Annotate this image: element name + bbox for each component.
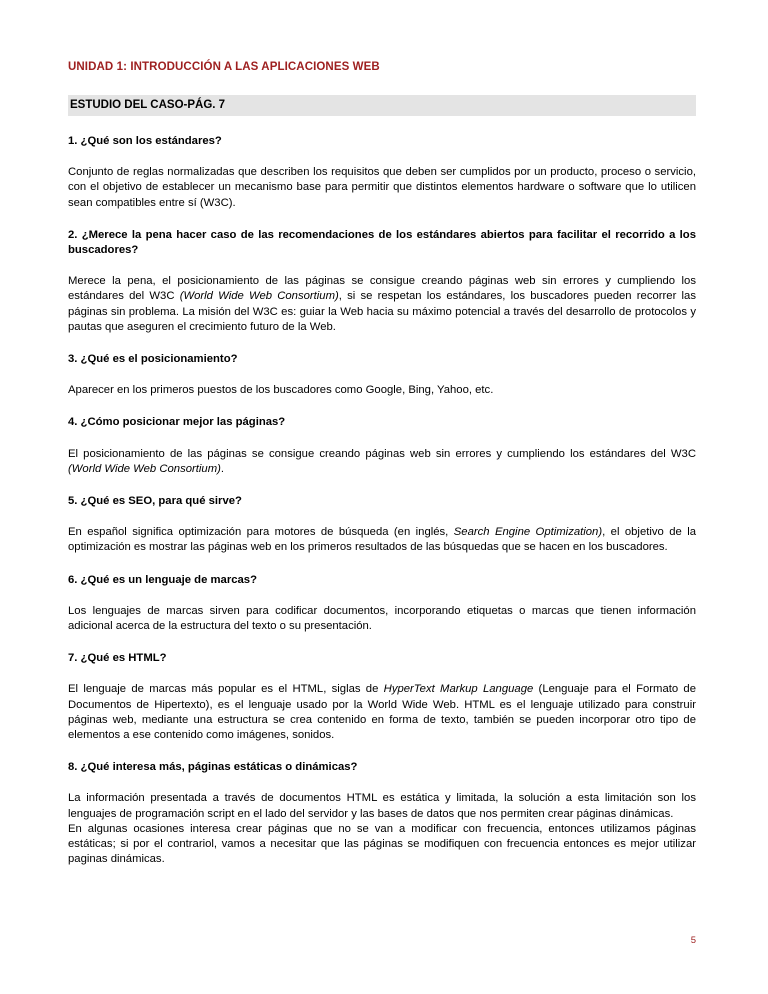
answer-text: El lenguaje de marcas más popular es el HTML, siglas de HyperText Markup Language (Lenguaje para el Formato de Documentos de Hipertexto), es el lenguaje usado por la World Wide Web. HTML es el lenguaje utilizado para construir páginas web, mediante una estructura se crea contenido en forma de texto, también se pueden incorporar otro tipo de elementos a ese contenido como imágenes, sonidos.	[68, 683, 697, 742]
qa-item	[68, 134, 696, 211]
answer-text: En español significa optimización para motores de búsqueda (en inglés, Search Engine Optimization), el objetivo de la optimización es mostrar las páginas web en los primeros resultados de las búsquedas que se hacen en los buscadores.	[68, 526, 696, 554]
answer-text: Aparecer en los primeros puestos de los buscadores como Google, Bing, Yahoo, etc.	[68, 384, 494, 397]
question-heading: 4. ¿Cómo posicionar mejor las páginas?	[68, 416, 286, 429]
page-number: 5	[690, 935, 696, 946]
qa-item	[68, 651, 696, 743]
question-heading: 6. ¿Qué es un lenguaje de marcas?	[68, 573, 257, 586]
qa-item	[68, 760, 696, 867]
question-heading: 8. ¿Qué interesa más, páginas estáticas o dinámicas?	[68, 761, 358, 774]
qa-item	[68, 228, 696, 335]
question-heading: 2. ¿Merece la pena hacer caso de las recomendaciones de los estándares abiertos para facilitar el recorrido a los buscadores?	[68, 228, 696, 257]
qa-item	[68, 494, 696, 556]
question-heading: 3. ¿Qué es el posicionamiento?	[68, 353, 238, 366]
qa-item	[68, 573, 696, 635]
answer-text: El posicionamiento de las páginas se consigue creando páginas web sin errores y cumpliendo los estándares del W3C (World Wide Web Consortium).	[68, 447, 696, 475]
question-heading: 1. ¿Qué son los estándares?	[68, 135, 222, 147]
document-content	[68, 60, 696, 885]
answer-text: Los lenguajes de marcas sirven para codificar documentos, incorporando etiquetas o marcas que tienen información adicional acerca de la estructura del texto o su presentación.	[68, 604, 696, 633]
question-heading: 5. ¿Qué es SEO, para qué sirve?	[68, 495, 242, 508]
page-title: UNIDAD 1: INTRODUCCIÓN A LAS APLICACIONES WEB	[68, 61, 380, 73]
answer-text: Conjunto de reglas normalizadas que describen los requisitos que deben ser cumplidos por un producto, proceso o servicio, con el objetivo de establecer un mecanismo base para permitir que distintos elementos hardware o software que lo utilicen sean compatibles entre sí (W3C).	[68, 166, 696, 209]
question-heading: 7. ¿Qué es HTML?	[68, 652, 167, 665]
qa-item	[68, 415, 696, 477]
qa-list	[68, 134, 696, 868]
qa-item	[68, 352, 696, 398]
section-heading-band: ESTUDIO DEL CASO-PÁG. 7	[68, 95, 696, 116]
answer-text: La información presentada a través de documentos HTML es estática y limitada, la solución a esta limitación son los lenguajes de programación script en el lado del servidor y las bases de datos que nos permiten crear páginas dinámicas. En algunas ocasiones interesa crear páginas que no se van a modificar con frecuencia, entonces utilizamos páginas estáticas; si por el contrariol, vamos a necesitar que las páginas se modifiquen con frecuencia entonces es mejor utilizar paginas dinámicas.	[68, 792, 696, 866]
answer-text: Merece la pena, el posicionamiento de las páginas se consigue creando páginas web sin errores y cumpliendo los estándares del W3C (World Wide Web Consortium), si se respetan los estándares, los buscadores pueden recorrer las páginas sin problema. La misión del W3C es: guiar la Web hacia su máximo potencial a través del desarrollo de protocolos y pautas que aseguren el crecimiento futuro de la Web.	[68, 275, 696, 333]
